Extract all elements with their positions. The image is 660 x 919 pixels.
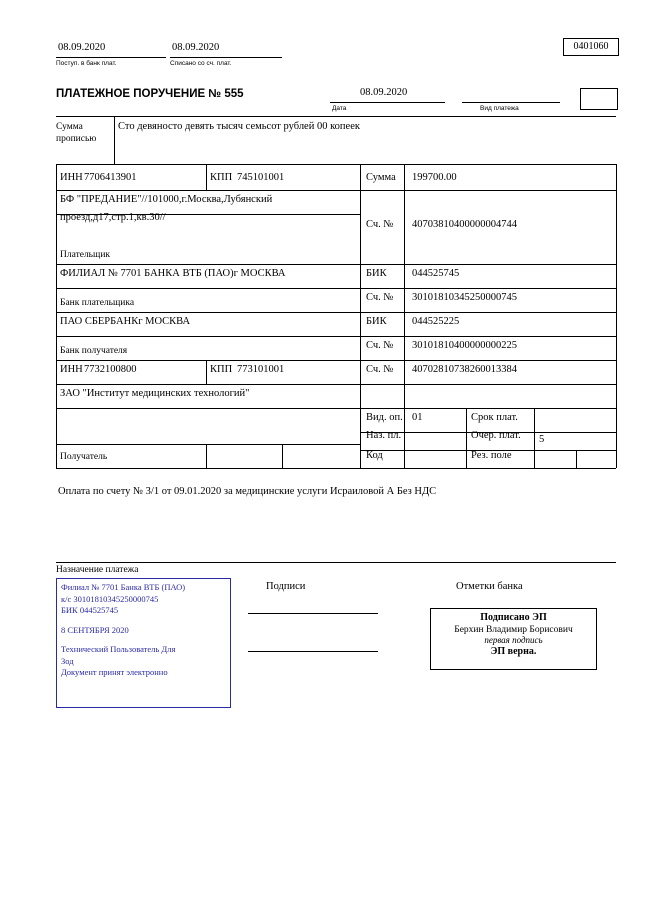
date-debited-value: 08.09.2020 bbox=[172, 42, 220, 53]
ep-title: Подписано ЭП bbox=[480, 612, 547, 623]
date-debited-label: Списано со сч. плат. bbox=[170, 60, 232, 67]
payee-kpp-value: 773101001 bbox=[237, 364, 285, 375]
amount-words-label-line1: Сумма bbox=[56, 122, 83, 132]
amount-label: Сумма bbox=[366, 172, 396, 183]
document-date-label: Дата bbox=[332, 105, 347, 112]
grid-hline-payer-row bbox=[56, 264, 616, 265]
date-debited-rule bbox=[170, 57, 282, 58]
payee-inn-label: ИНН bbox=[60, 364, 83, 375]
payee-bank-name: ПАО СБЕРБАНКг МОСКВА bbox=[60, 316, 191, 327]
grid-vline-right bbox=[616, 164, 617, 468]
payee-account-value: 40702810738260013384 bbox=[412, 364, 517, 375]
grid-hline-payerbank-caption bbox=[56, 312, 616, 313]
amount-words-value: Сто девяносто девять тысяч семьсот рублей 00 копеек bbox=[118, 121, 360, 132]
stamp-spacer-1 bbox=[61, 617, 226, 625]
grid-vline-inn-kpp bbox=[206, 164, 207, 190]
stamp-date: 8 СЕНТЯБРЯ 2020 bbox=[61, 624, 129, 635]
grid-vline-center bbox=[360, 164, 361, 468]
amount-words-top-rule bbox=[56, 116, 616, 117]
bank-stamp-box bbox=[56, 578, 231, 708]
payer-bank-caption: Банк плательщика bbox=[60, 298, 135, 308]
payee-account-label: Сч. № bbox=[366, 364, 394, 375]
payer-bank-account-value: 30101810345250000745 bbox=[412, 292, 517, 303]
grid-vline-bottom-2 bbox=[282, 444, 283, 468]
payment-purpose-caption: Назначение платежа bbox=[56, 565, 139, 575]
stamp-spacer-2 bbox=[61, 636, 226, 644]
stamp-user-line2: Зод bbox=[61, 655, 74, 666]
stamp-bic: БИК 044525745 bbox=[61, 605, 119, 615]
grid-vline-payee-inn-kpp bbox=[206, 360, 207, 384]
operation-kind-label: Вид. оп. bbox=[366, 412, 403, 423]
payment-term-label: Срок плат. bbox=[471, 412, 518, 423]
amount-words-label-line2: прописью bbox=[56, 134, 97, 144]
payer-name-line2: проезд,д17,стр.1,кв.30// bbox=[60, 212, 166, 223]
grid-vline-left bbox=[56, 164, 57, 468]
payer-bank-name: ФИЛИАЛ № 7701 БАНКА ВТБ (ПАО)г МОСКВА bbox=[60, 268, 286, 279]
grid-hline-payeebank-row bbox=[56, 336, 616, 337]
amount-words-bottom-rule bbox=[56, 164, 616, 165]
payment-kind-box bbox=[580, 88, 618, 110]
signatures-label: Подписи bbox=[266, 581, 306, 592]
queue-value: 5 bbox=[539, 434, 545, 445]
stamp-user-line1: Технический Пользователь Для bbox=[61, 644, 176, 654]
payer-kpp-value: 745101001 bbox=[237, 172, 285, 183]
ep-first-signature: первая подпись bbox=[484, 635, 543, 645]
ep-valid-text: ЭП верна. bbox=[490, 646, 537, 657]
stamp-accepted: Документ принят электронно bbox=[61, 667, 168, 677]
date-received-value: 08.09.2020 bbox=[58, 42, 106, 53]
grid-vline-right-values bbox=[534, 408, 535, 468]
signature-rule-2 bbox=[248, 651, 378, 652]
document-date-rule bbox=[330, 102, 445, 103]
form-code-box: 0401060 bbox=[563, 38, 619, 56]
amount-value: 199700.00 bbox=[412, 172, 457, 183]
grid-hline-payeebank-caption bbox=[56, 360, 616, 361]
page-title: ПЛАТЕЖНОЕ ПОРУЧЕНИЕ № 555 bbox=[56, 88, 244, 100]
stamp-corr-account: к/с 30101810345250000745 bbox=[61, 593, 159, 604]
purpose-rule bbox=[56, 562, 616, 563]
purpose-code-label: Наз. пл. bbox=[366, 430, 402, 441]
payee-inn-value: 7732100800 bbox=[84, 364, 137, 375]
code-label: Код bbox=[366, 450, 383, 461]
grid-vline-bottom-1 bbox=[206, 444, 207, 468]
grid-hline-payee-inn-row bbox=[56, 384, 616, 385]
payer-kpp-label: КПП bbox=[210, 172, 233, 183]
operation-kind-value: 01 bbox=[412, 412, 423, 423]
ep-signer-name: Берхин Владимир Борисович bbox=[454, 625, 573, 635]
grid-hline-code-row bbox=[56, 468, 616, 469]
payer-bank-bic-label: БИК bbox=[366, 268, 387, 279]
payment-kind-rule bbox=[462, 102, 560, 103]
payer-caption: Плательщик bbox=[60, 250, 111, 260]
electronic-signature-box bbox=[430, 608, 597, 670]
bank-marks-label: Отметки банка bbox=[456, 581, 523, 592]
payee-bank-bic-label: БИК bbox=[366, 316, 387, 327]
grid-vline-label-col bbox=[404, 164, 405, 468]
payer-name-line1: БФ "ПРЕДАНИЕ"//101000,г.Москва,Лубянский bbox=[60, 194, 273, 205]
amount-words-divider bbox=[114, 116, 115, 164]
payee-bank-account-value: 30101810400000000225 bbox=[412, 340, 517, 351]
date-received-label: Поступ. в банк плат. bbox=[56, 60, 117, 67]
payee-kpp-label: КПП bbox=[210, 364, 233, 375]
signature-rule-1 bbox=[248, 613, 378, 614]
grid-hline-inn-row bbox=[56, 190, 616, 191]
payee-name: ЗАО "Институт медицинских технологий" bbox=[60, 388, 250, 399]
payee-caption: Получатель bbox=[60, 452, 108, 462]
payer-bank-bic-value: 044525745 bbox=[412, 268, 460, 279]
payer-account-label: Сч. № bbox=[366, 219, 394, 230]
grid-hline-payee-name-row bbox=[56, 408, 616, 409]
reserve-field-label: Рез. поле bbox=[471, 450, 512, 461]
payee-bank-caption: Банк получателя bbox=[60, 346, 128, 356]
payment-kind-label: Вид платежа bbox=[480, 105, 519, 112]
grid-hline-payerbank-row bbox=[56, 288, 616, 289]
grid-hline-payee-caption bbox=[56, 444, 360, 445]
stamp-bank-name: Филиал № 7701 Банка ВТБ (ПАО) bbox=[61, 582, 186, 592]
grid-vline-right-labels bbox=[466, 408, 467, 468]
payee-bank-bic-value: 044525225 bbox=[412, 316, 460, 327]
date-received-rule bbox=[56, 57, 166, 58]
payer-inn-value: 7706413901 bbox=[84, 172, 137, 183]
payer-inn-label: ИНН bbox=[60, 172, 83, 183]
payee-bank-account-label: Сч. № bbox=[366, 340, 394, 351]
payment-purpose-text: Оплата по счету № 3/1 от 09.01.2020 за медицинские услуги Исраиловой А Без НДС bbox=[58, 486, 437, 497]
queue-label: Очер. плат. bbox=[471, 430, 521, 441]
payer-account-value: 40703810400000004744 bbox=[412, 219, 517, 230]
payer-bank-account-label: Сч. № bbox=[366, 292, 394, 303]
document-date-value: 08.09.2020 bbox=[360, 87, 408, 98]
grid-vline-bottom-3 bbox=[576, 450, 577, 468]
